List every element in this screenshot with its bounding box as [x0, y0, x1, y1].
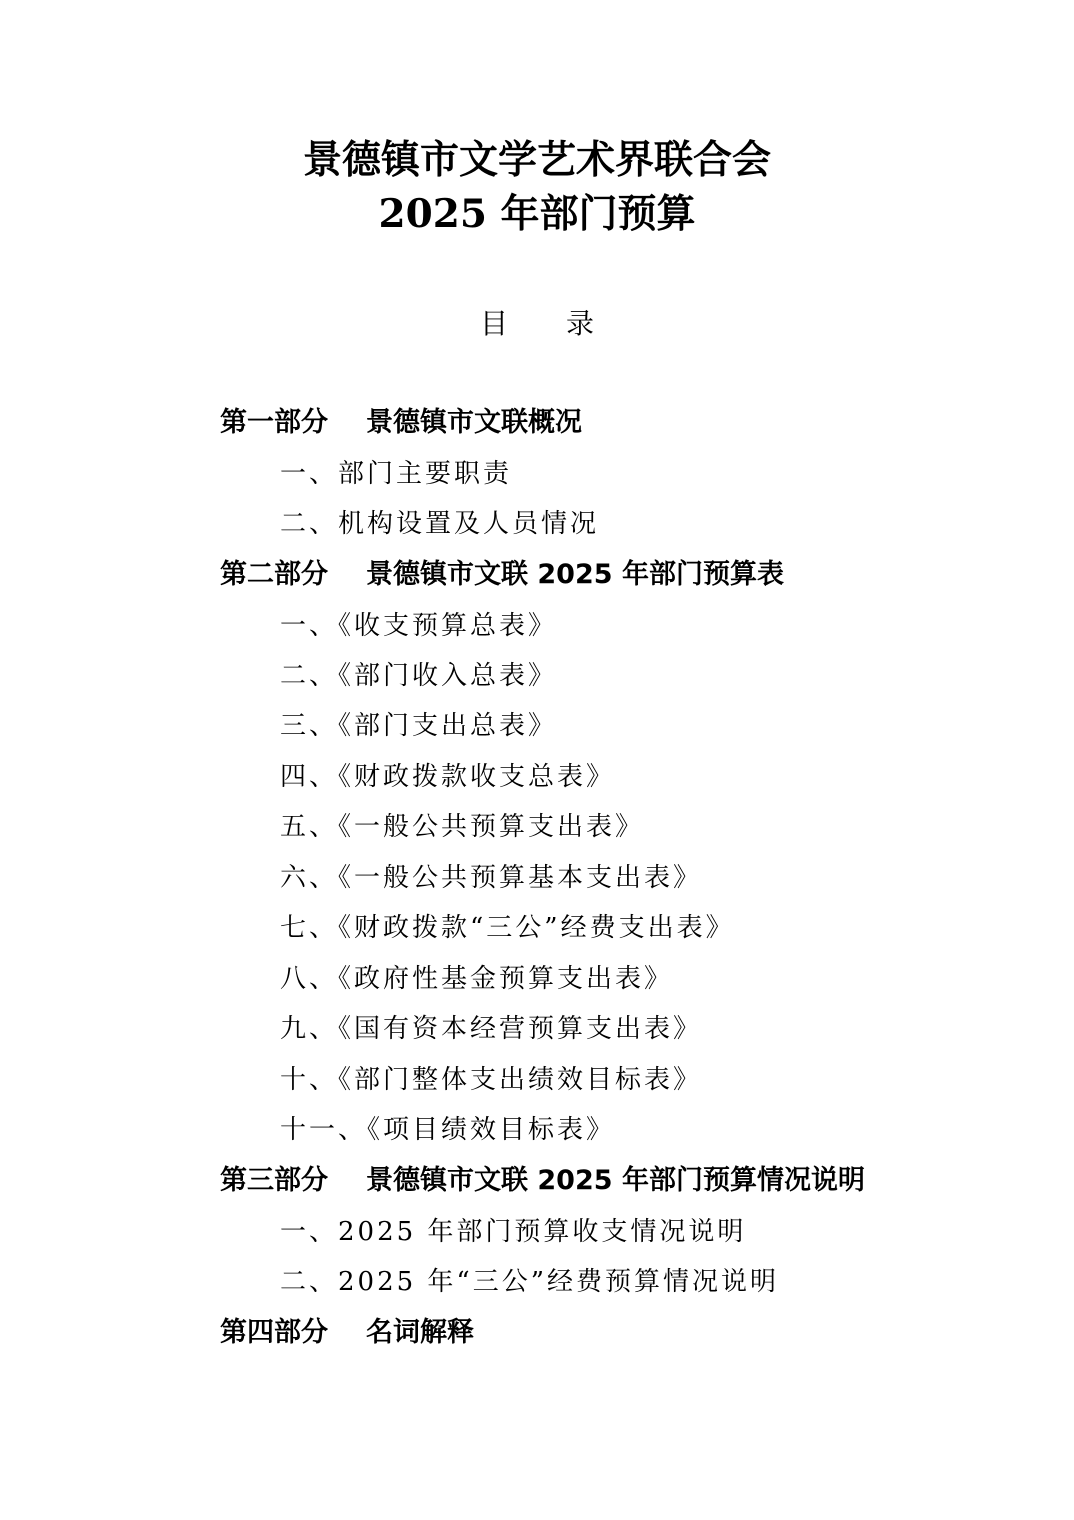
toc-part-4-label: 第四部分: [220, 1317, 328, 1348]
toc-part-3-title: 景德镇市文联 2025 年部门预算情况说明: [366, 1165, 865, 1196]
toc-item[interactable]: 三、《部门支出总表》: [280, 711, 558, 741]
toc-part-1[interactable]: [220, 406, 582, 440]
toc-part-2-title: 景德镇市文联 2025 年部门预算表: [366, 559, 784, 590]
toc-heading-right: 录: [566, 307, 595, 340]
document-title-line1: 景德镇市文学艺术界联合会: [302, 137, 771, 183]
toc-part-3[interactable]: [220, 1164, 865, 1198]
toc-item[interactable]: 十一、《项目绩效目标表》: [280, 1115, 616, 1145]
toc-part-1-title: 景德镇市文联概况: [366, 407, 582, 438]
toc-part-2-label: 第二部分: [220, 559, 328, 590]
toc-item[interactable]: 二、2025 年“三公”经费预算情况说明: [280, 1267, 780, 1297]
toc-item[interactable]: 六、《一般公共预算基本支出表》: [280, 863, 703, 893]
toc-item[interactable]: 十、《部门整体支出绩效目标表》: [280, 1065, 703, 1095]
toc-item[interactable]: 二、机构设置及人员情况: [280, 509, 600, 539]
toc-part-4-title: 名词解释: [366, 1317, 474, 1348]
toc-part-2[interactable]: [220, 558, 784, 592]
toc-item[interactable]: 五、《一般公共预算支出表》: [280, 812, 645, 842]
toc-item[interactable]: 四、《财政拨款收支总表》: [280, 762, 616, 792]
toc-item[interactable]: 一、部门主要职责: [280, 459, 513, 489]
toc-item[interactable]: 七、《财政拨款“三公”经费支出表》: [280, 913, 735, 943]
toc-item[interactable]: 八、《政府性基金预算支出表》: [280, 964, 674, 994]
toc-part-1-label: 第一部分: [220, 407, 328, 438]
toc-item[interactable]: 九、《国有资本经营预算支出表》: [280, 1014, 703, 1044]
document-title-line2: 2025 年部门预算: [378, 191, 696, 237]
toc-item[interactable]: 二、《部门收入总表》: [280, 661, 558, 691]
toc-item[interactable]: 一、2025 年部门预算收支情况说明: [280, 1217, 747, 1247]
toc-part-4[interactable]: [220, 1316, 474, 1350]
toc-part-3-label: 第三部分: [220, 1165, 328, 1196]
toc-heading-left: 目: [479, 307, 508, 340]
toc-item[interactable]: 一、《收支预算总表》: [280, 611, 558, 641]
toc-heading: [0, 306, 1074, 342]
